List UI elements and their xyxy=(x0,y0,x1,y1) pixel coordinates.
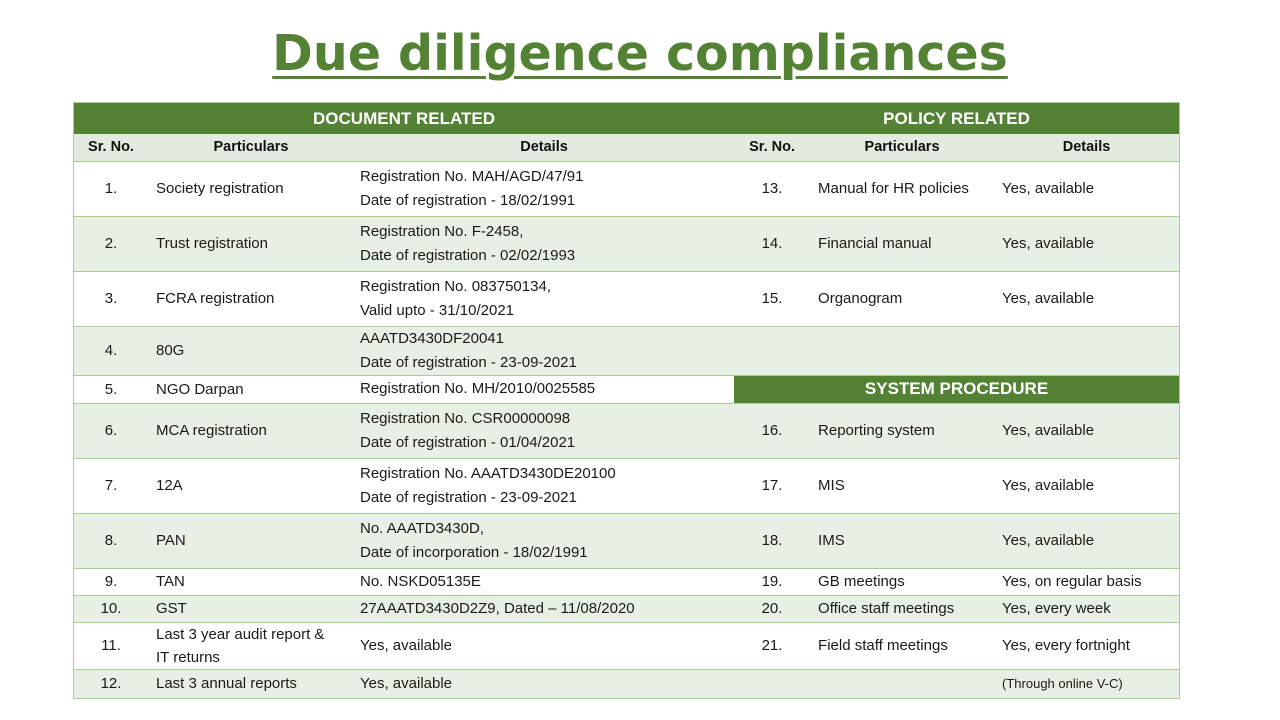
doc-sr: 8. xyxy=(74,513,148,568)
col-particulars: Particulars xyxy=(810,134,994,161)
doc-particulars: Last 3 year audit report & IT returns xyxy=(148,622,354,669)
page-title: Due diligence compliances xyxy=(272,25,1008,82)
col-sr-no: Sr. No. xyxy=(74,134,148,161)
policy-details: Yes, available xyxy=(994,216,1179,271)
policy-details: Yes, available xyxy=(994,271,1179,326)
system-particulars: Field staff meetings xyxy=(810,622,994,669)
doc-sr: 3. xyxy=(74,271,148,326)
doc-sr: 9. xyxy=(74,568,148,595)
doc-particulars: GST xyxy=(148,595,354,622)
system-details: Yes, every fortnight xyxy=(994,622,1179,669)
table-row xyxy=(74,216,1179,271)
doc-details: Yes, available xyxy=(354,669,734,698)
doc-particulars: NGO Darpan xyxy=(148,375,354,403)
doc-particulars: 12A xyxy=(148,458,354,513)
col-details: Details xyxy=(994,134,1179,161)
table-row xyxy=(74,375,1179,403)
table-row xyxy=(74,271,1179,326)
system-details: Yes, available xyxy=(994,403,1179,458)
table-row xyxy=(74,669,1179,698)
doc-sr: 10. xyxy=(74,595,148,622)
policy-particulars: Financial manual xyxy=(810,216,994,271)
table-row xyxy=(74,161,1179,216)
empty-cell xyxy=(734,326,1179,375)
system-particulars: Office staff meetings xyxy=(810,595,994,622)
system-details: Yes, every week xyxy=(994,595,1179,622)
doc-sr: 11. xyxy=(74,622,148,669)
col-sr-no: Sr. No. xyxy=(734,134,810,161)
system-details: Yes, available xyxy=(994,458,1179,513)
doc-sr: 6. xyxy=(74,403,148,458)
system-sr: 20. xyxy=(734,595,810,622)
doc-particulars: TAN xyxy=(148,568,354,595)
system-procedure-header: SYSTEM PROCEDURE xyxy=(734,375,1179,403)
system-sr: 16. xyxy=(734,403,810,458)
doc-details: Registration No. AAATD3430DE20100 Date of registration - 23-09-2021 xyxy=(354,458,734,513)
doc-particulars: Trust registration xyxy=(148,216,354,271)
system-particulars: GB meetings xyxy=(810,568,994,595)
table-row xyxy=(74,458,1179,513)
policy-sr: 14. xyxy=(734,216,810,271)
policy-sr: 13. xyxy=(734,161,810,216)
system-details: Yes, on regular basis xyxy=(994,568,1179,595)
doc-sr: 7. xyxy=(74,458,148,513)
doc-details: No. AAATD3430D, Date of incorporation - 18/02/1991 xyxy=(354,513,734,568)
document-related-header: DOCUMENT RELATED xyxy=(74,103,734,134)
doc-details: AAATD3430DF20041 Date of registration - 23-09-2021 xyxy=(354,326,734,375)
system-sr: 19. xyxy=(734,568,810,595)
empty-cell xyxy=(810,669,994,698)
doc-details: 27AAATD3430D2Z9, Dated – 11/08/2020 xyxy=(354,595,734,622)
col-details: Details xyxy=(354,134,734,161)
system-sr: 21. xyxy=(734,622,810,669)
doc-details: Yes, available xyxy=(354,622,734,669)
system-particulars: MIS xyxy=(810,458,994,513)
compliance-table xyxy=(74,103,1179,698)
table-row xyxy=(74,568,1179,595)
system-particulars: IMS xyxy=(810,513,994,568)
doc-particulars: PAN xyxy=(148,513,354,568)
doc-particulars: Society registration xyxy=(148,161,354,216)
policy-details: Yes, available xyxy=(994,161,1179,216)
doc-details: Registration No. F-2458, Date of registration - 02/02/1993 xyxy=(354,216,734,271)
doc-sr: 2. xyxy=(74,216,148,271)
policy-particulars: Manual for HR policies xyxy=(810,161,994,216)
policy-related-header: POLICY RELATED xyxy=(734,103,1179,134)
doc-details: Registration No. CSR00000098 Date of registration - 01/04/2021 xyxy=(354,403,734,458)
doc-sr: 4. xyxy=(74,326,148,375)
doc-sr: 1. xyxy=(74,161,148,216)
col-particulars: Particulars xyxy=(148,134,354,161)
footnote: (Through online V-C) xyxy=(994,669,1179,698)
doc-details: Registration No. MAH/AGD/47/91 Date of registration - 18/02/1991 xyxy=(354,161,734,216)
system-particulars: Reporting system xyxy=(810,403,994,458)
doc-details: No. NSKD05135E xyxy=(354,568,734,595)
policy-particulars: Organogram xyxy=(810,271,994,326)
table-row xyxy=(74,326,1179,375)
system-details: Yes, available xyxy=(994,513,1179,568)
table-row xyxy=(74,513,1179,568)
system-sr: 17. xyxy=(734,458,810,513)
policy-sr: 15. xyxy=(734,271,810,326)
doc-particulars: MCA registration xyxy=(148,403,354,458)
doc-details: Registration No. MH/2010/0025585 xyxy=(354,375,734,403)
doc-sr: 12. xyxy=(74,669,148,698)
doc-particulars: Last 3 annual reports xyxy=(148,669,354,698)
doc-particulars: 80G xyxy=(148,326,354,375)
table-row xyxy=(74,595,1179,622)
doc-details: Registration No. 083750134, Valid upto - 31/10/2021 xyxy=(354,271,734,326)
empty-cell xyxy=(734,669,810,698)
table-row xyxy=(74,403,1179,458)
doc-particulars: FCRA registration xyxy=(148,271,354,326)
table-row xyxy=(74,622,1179,669)
system-sr: 18. xyxy=(734,513,810,568)
doc-sr: 5. xyxy=(74,375,148,403)
